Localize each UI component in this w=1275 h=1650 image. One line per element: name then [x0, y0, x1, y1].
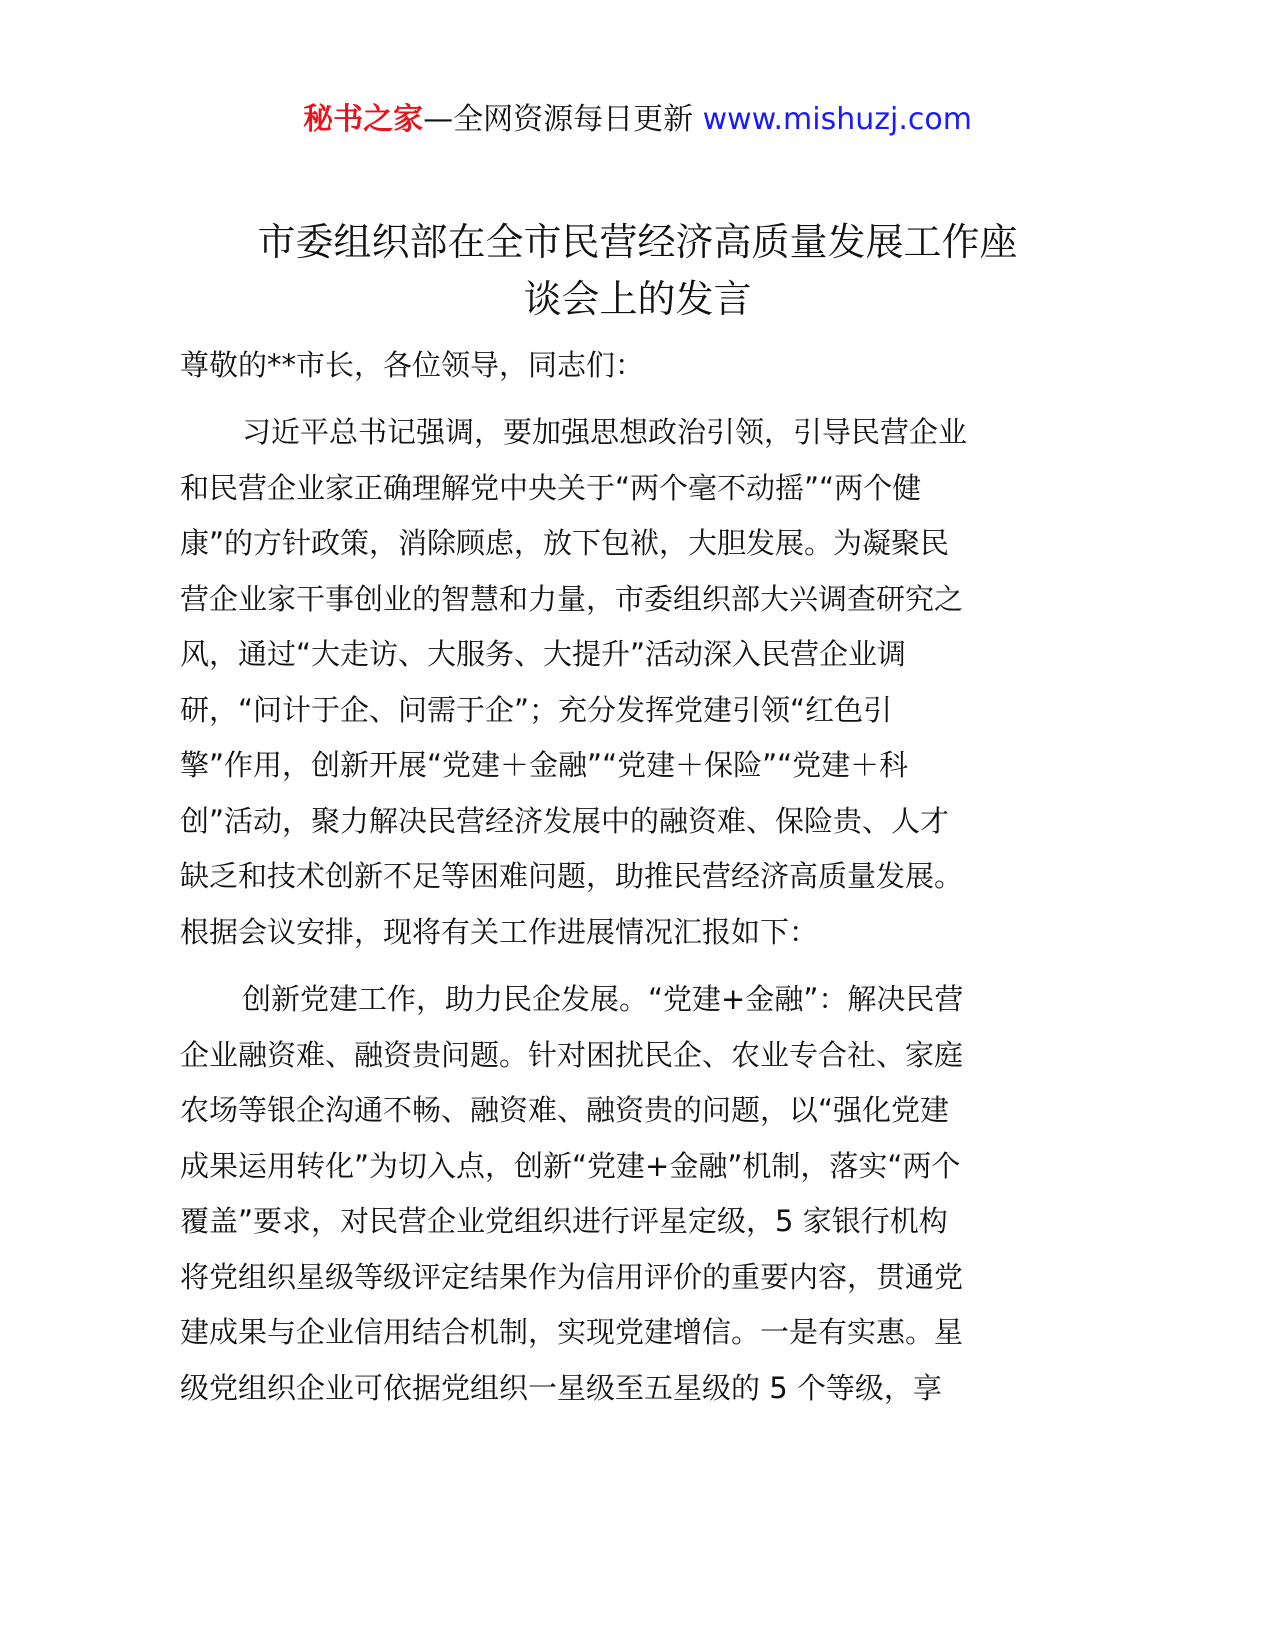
paragraph-line: 创新党建工作，助力民企发展。“党建+金融”：解决民营: [242, 982, 964, 1016]
paragraph-line: 研，“问计于企、问需于企”；充分发挥党建引领“红色引: [180, 692, 893, 727]
paragraph-line: 级党组织企业可依据党组织一星级至五星级的 5 个等级，享: [180, 1370, 942, 1405]
paragraph-2: [180, 972, 1035, 1416]
paragraph-line: 建成果与企业信用结合机制，实现党建增信。一是有实惠。星: [180, 1315, 964, 1349]
paragraph-line: 缺乏和技术创新不足等困难问题，助推民营经济高质量发展。: [180, 859, 964, 893]
paragraph-line: 擎”作用，创新开展“党建＋金融”“党建＋保险”“党建＋科: [180, 748, 909, 782]
paragraph-line: 农场等银企沟通不畅、融资难、融资贵的问题，以“强化党建: [180, 1093, 950, 1127]
site-url-link[interactable]: www.mishuzj.com: [702, 102, 972, 137]
site-header: [0, 98, 1275, 142]
paragraph-line: 康”的方针政策，消除顾虑，放下包袱，大胆发展。为凝聚民: [180, 526, 950, 560]
paragraph-line: 创”活动，聚力解决民营经济发展中的融资难、保险贵、人才: [180, 803, 950, 838]
paragraph-line: 风，通过“大走访、大服务、大提升”活动深入民营企业调: [180, 637, 907, 671]
greeting: [180, 338, 1035, 394]
paragraph-line: 习近平总书记强调，要加强思想政治引领，引导民营企业: [242, 415, 968, 449]
paragraph-line: 根据会议安排，现将有关工作进展情况汇报如下：: [180, 914, 819, 949]
paragraph-line: 将党组织星级等级评定结果作为信用评价的重要内容，贯通党: [180, 1259, 964, 1294]
document-title: [150, 214, 1125, 328]
site-tagline: —全网资源每日更新: [423, 102, 694, 137]
paragraph-line: 和民营企业家正确理解党中央关于“两个毫不动摇”“两个健: [180, 470, 922, 505]
site-brand: 秘书之家: [303, 102, 424, 137]
paragraph-1: [180, 405, 1035, 960]
title-line: 谈会上的发言: [523, 277, 752, 321]
paragraph-line: 营企业家干事创业的智慧和力量，市委组织部大兴调查研究之: [180, 581, 964, 616]
paragraph-line: 覆盖”要求，对民营企业党组织进行评星定级，5 家银行机构: [180, 1204, 948, 1238]
paragraph-line: 企业融资难、融资贵问题。针对困扰民企、农业专合社、家庭: [180, 1037, 964, 1072]
greeting-text: 尊敬的**市长，各位领导，同志们：: [180, 348, 645, 382]
paragraph-line: 成果运用转化”为切入点，创新“党建+金融”机制，落实“两个: [180, 1148, 961, 1183]
title-line: 市委组织部在全市民营经济高质量发展工作座: [257, 220, 1018, 264]
